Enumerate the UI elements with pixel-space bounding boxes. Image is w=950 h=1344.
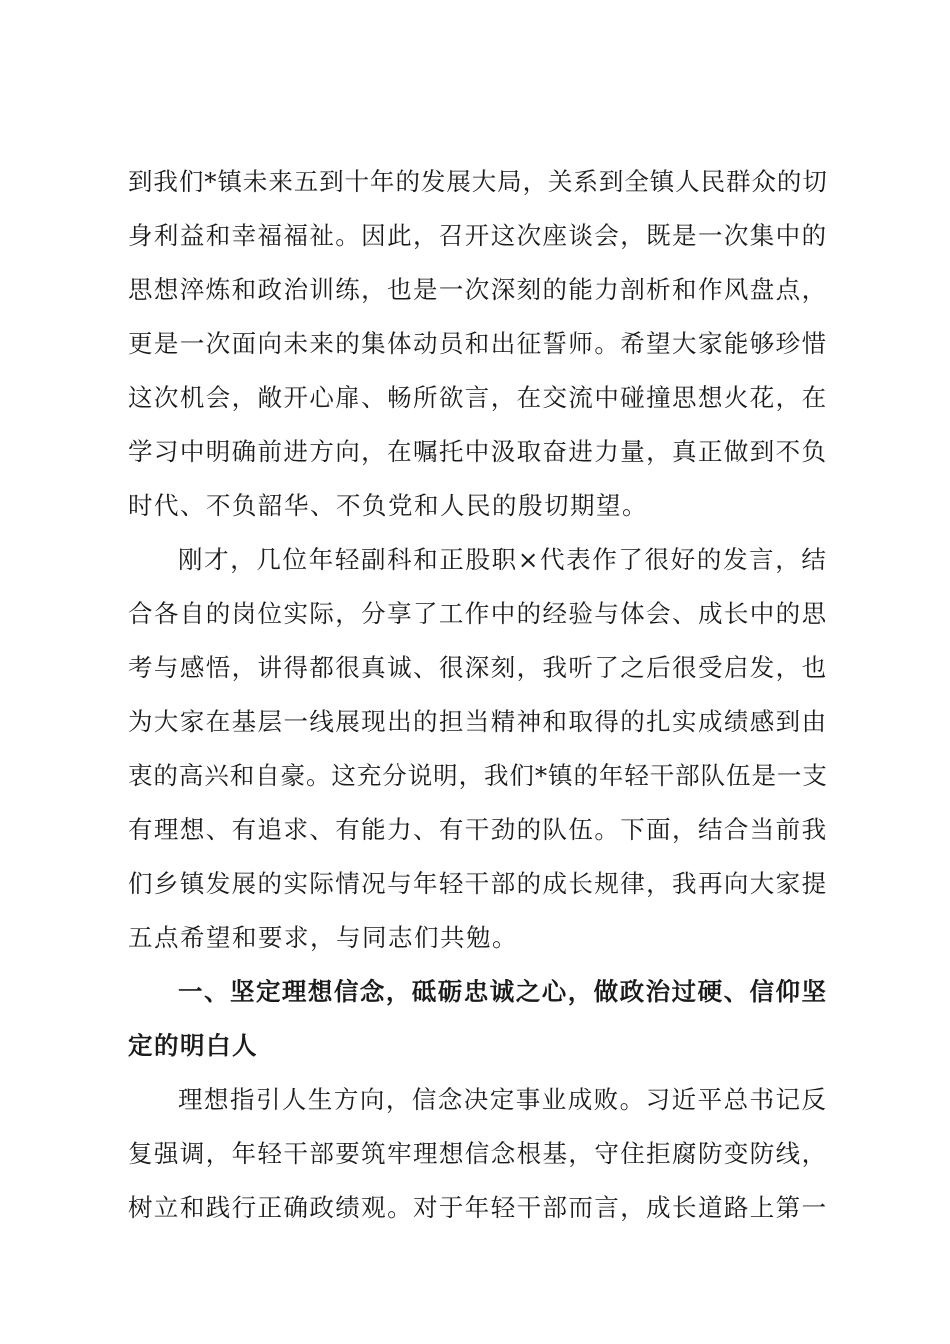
paragraph-line: 为大家在基层一线展现出的担当精神和取得的扎实成绩感到由 [128,707,828,736]
paragraph-line: 学习中明确前进方向，在嘱托中汲取奋进力量，真正做到不负 [128,437,828,466]
paragraph-line: 有理想、有追求、有能力、有干劲的队伍。下面，结合当前我 [128,815,828,844]
paragraph-line: 时代、不负韶华、不负党和人民的殷切期望。 [128,491,648,520]
paragraph-line: 树立和践行正确政绩观。对于年轻干部而言，成长道路上第一 [128,1193,828,1222]
section-heading-line: 定的明白人 [128,1031,258,1060]
paragraph-line: 五点希望和要求，与同志们共勉。 [128,923,518,952]
paragraph-line: 到我们*镇未来五到十年的发展大局，关系到全镇人民群众的切 [128,167,828,196]
paragraph-line: 考与感悟，讲得都很真诚、很深刻，我听了之后很受启发，也 [128,653,828,682]
paragraph-line: 思想淬炼和政治训练，也是一次深刻的能力剖析和作风盘点， [128,275,828,304]
paragraph-line: 这次机会，敞开心扉、畅所欲言，在交流中碰撞思想火花，在 [128,383,828,412]
paragraph-line: 复强调，年轻干部要筑牢理想信念根基，守住拒腐防变防线， [128,1139,828,1168]
paragraph-line: 刚才，几位年轻副科和正股职×代表作了很好的发言，结 [178,545,828,574]
paragraph-line: 们乡镇发展的实际情况与年轻干部的成长规律，我再向大家提 [128,869,828,898]
paragraph-line: 身利益和幸福福祉。因此，召开这次座谈会，既是一次集中的 [128,221,828,250]
section-heading-line: 一、坚定理想信念，砥砺忠诚之心，做政治过硬、信仰坚 [178,977,828,1006]
paragraph-line: 衷的高兴和自豪。这充分说明，我们*镇的年轻干部队伍是一支 [128,761,828,790]
paragraph-line: 理想指引人生方向，信念决定事业成败。习近平总书记反 [178,1085,828,1114]
paragraph-line: 合各自的岗位实际，分享了工作中的经验与体会、成长中的思 [128,599,828,628]
paragraph-line: 更是一次面向未来的集体动员和出征誓师。希望大家能够珍惜 [128,329,828,358]
